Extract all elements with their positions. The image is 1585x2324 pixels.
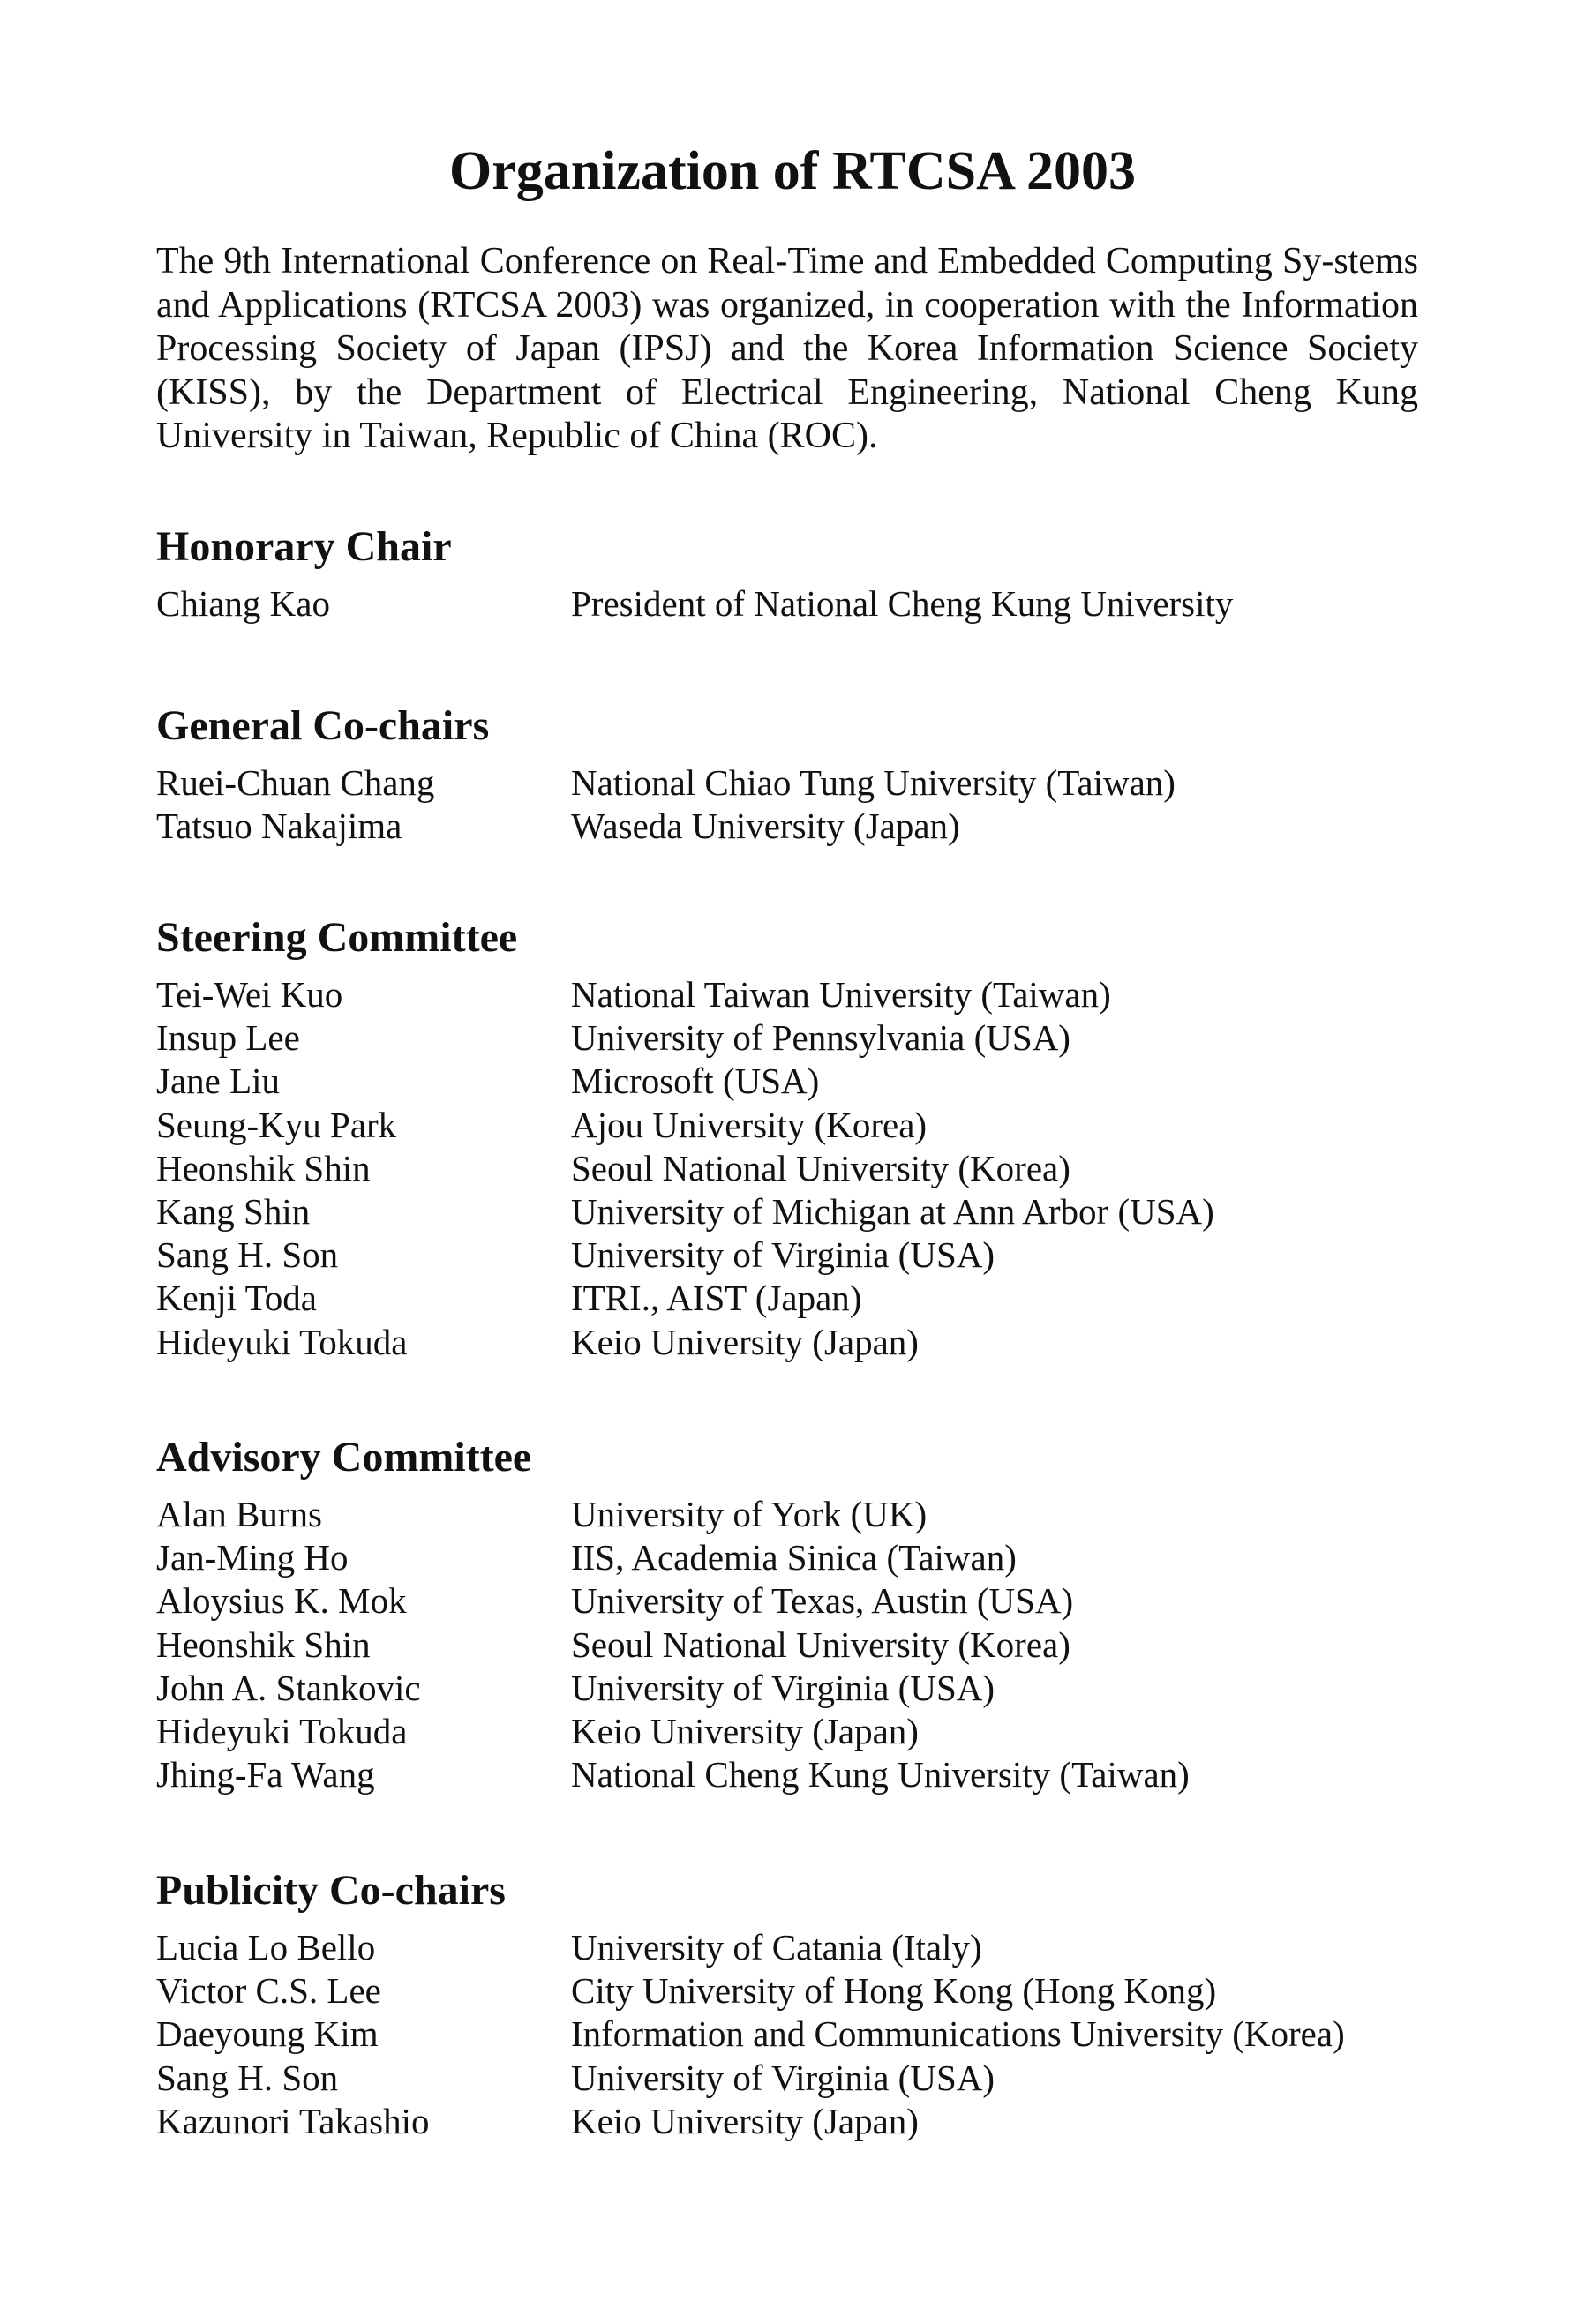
member-affiliation: University of Catania (Italy)	[571, 1927, 982, 1968]
member-list	[156, 582, 1427, 626]
member-affiliation: Microsoft (USA)	[571, 1061, 820, 1102]
intro-paragraph: The 9th International Conference on Real-Time and Embedded Computing Sy-stems and Applications (RTCSA 2003) was organized, in cooperation with the Information Processing Society of Japan (IPSJ) and the Korea Information Science Society (KISS), by the Department of Electrical Engineering, National Cheng Kung University in Taiwan, Republic of China (ROC).	[156, 241, 1418, 456]
section-heading: Publicity Co-chairs	[156, 1867, 506, 1914]
member-affiliation: University of Pennsylvania (USA)	[571, 1017, 1070, 1059]
member-name: Hideyuki Tokuda	[156, 1711, 408, 1752]
member-affiliation: Seoul National University (Korea)	[571, 1147, 1070, 1188]
member-row	[156, 1623, 1427, 1667]
member-name: Victor C.S. Lee	[156, 1970, 381, 2012]
member-affiliation: City University of Hong Kong (Hong Kong)	[571, 1970, 1217, 2012]
member-row	[156, 1493, 1427, 1536]
member-row	[156, 1060, 1427, 1103]
member-name: Chiang Kao	[156, 583, 330, 624]
section-heading: Honorary Chair	[156, 523, 452, 570]
member-row	[156, 2100, 1427, 2143]
section-advisory-committee	[156, 1433, 1427, 1796]
member-affiliation: Keio University (Japan)	[571, 1321, 919, 1362]
member-name: Lucia Lo Bello	[156, 1927, 376, 1968]
page-title: Organization of RTCSA 2003	[448, 141, 1137, 201]
member-name: Sang H. Son	[156, 1234, 339, 1276]
section-heading: Steering Committee	[156, 914, 518, 961]
member-affiliation: National Chiao Tung University (Taiwan)	[571, 762, 1176, 803]
member-list	[156, 973, 1427, 1364]
member-name: Insup Lee	[156, 1017, 300, 1059]
member-row	[156, 973, 1427, 1016]
member-row	[156, 1277, 1427, 1320]
member-list	[156, 1493, 1427, 1796]
member-row	[156, 805, 1427, 848]
member-name: Kenji Toda	[156, 1278, 317, 1319]
member-row	[156, 1536, 1427, 1579]
member-row	[156, 1969, 1427, 2013]
member-name: Sang H. Son	[156, 2057, 339, 2098]
section-publicity-co-chairs	[156, 1866, 1427, 2143]
member-row	[156, 1233, 1427, 1277]
member-row	[156, 1926, 1427, 1969]
member-affiliation: President of National Cheng Kung University	[571, 583, 1234, 624]
member-affiliation: University of Texas, Austin (USA)	[571, 1580, 1074, 1622]
member-name: Heonshik Shin	[156, 1623, 371, 1665]
member-name: Alan Burns	[156, 1494, 322, 1534]
member-list	[156, 1926, 1427, 2143]
member-affiliation: Keio University (Japan)	[571, 1711, 919, 1752]
member-affiliation: University of Virginia (USA)	[571, 1667, 995, 1708]
section-heading: General Co-chairs	[156, 702, 490, 749]
member-row	[156, 1753, 1427, 1796]
member-affiliation: University of Michigan at Ann Arbor (USA)	[571, 1191, 1214, 1233]
member-name: Jan-Ming Ho	[156, 1537, 349, 1578]
member-row	[156, 1667, 1427, 1710]
section-honorary-chair	[156, 522, 1427, 626]
member-affiliation: IIS, Academia Sinica (Taiwan)	[571, 1537, 1017, 1578]
member-affiliation: Keio University (Japan)	[571, 2100, 919, 2141]
section-heading: Advisory Committee	[156, 1434, 532, 1481]
member-affiliation: University of Virginia (USA)	[571, 2057, 995, 2098]
member-affiliation: University of Virginia (USA)	[571, 1234, 995, 1276]
member-name: Jhing-Fa Wang	[156, 1754, 375, 1795]
section-general-co-chairs	[156, 701, 1427, 848]
member-name: Kazunori Takashio	[156, 2100, 430, 2141]
member-affiliation: Waseda University (Japan)	[571, 806, 960, 847]
section-steering-committee	[156, 913, 1427, 1364]
member-name: Hideyuki Tokuda	[156, 1321, 408, 1362]
member-row	[156, 761, 1427, 805]
member-list	[156, 761, 1427, 848]
member-name: Seung-Kyu Park	[156, 1104, 397, 1145]
member-row	[156, 2013, 1427, 2056]
member-affiliation: University of York (UK)	[571, 1494, 928, 1534]
member-row	[156, 582, 1427, 626]
member-row	[156, 1321, 1427, 1364]
member-name: Daeyoung Kim	[156, 2013, 379, 2055]
member-name: Aloysius K. Mok	[156, 1580, 407, 1622]
member-name: John A. Stankovic	[156, 1667, 421, 1708]
member-affiliation: Seoul National University (Korea)	[571, 1623, 1070, 1665]
member-affiliation: ITRI., AIST (Japan)	[571, 1278, 862, 1319]
member-row	[156, 1104, 1427, 1147]
member-name: Heonshik Shin	[156, 1147, 371, 1188]
member-row	[156, 1147, 1427, 1190]
member-name: Tei-Wei Kuo	[156, 974, 343, 1015]
member-row	[156, 1190, 1427, 1233]
member-name: Ruei-Chuan Chang	[156, 762, 435, 803]
member-row	[156, 1579, 1427, 1623]
member-affiliation: Information and Communications University (Korea)	[571, 2013, 1345, 2055]
member-affiliation: National Taiwan University (Taiwan)	[571, 974, 1111, 1015]
member-name: Tatsuo Nakajima	[156, 806, 402, 847]
member-row	[156, 2057, 1427, 2100]
member-row	[156, 1710, 1427, 1753]
member-name: Jane Liu	[156, 1061, 281, 1102]
member-row	[156, 1016, 1427, 1060]
member-affiliation: National Cheng Kung University (Taiwan)	[571, 1754, 1190, 1795]
member-affiliation: Ajou University (Korea)	[571, 1104, 928, 1145]
member-name: Kang Shin	[156, 1191, 311, 1233]
